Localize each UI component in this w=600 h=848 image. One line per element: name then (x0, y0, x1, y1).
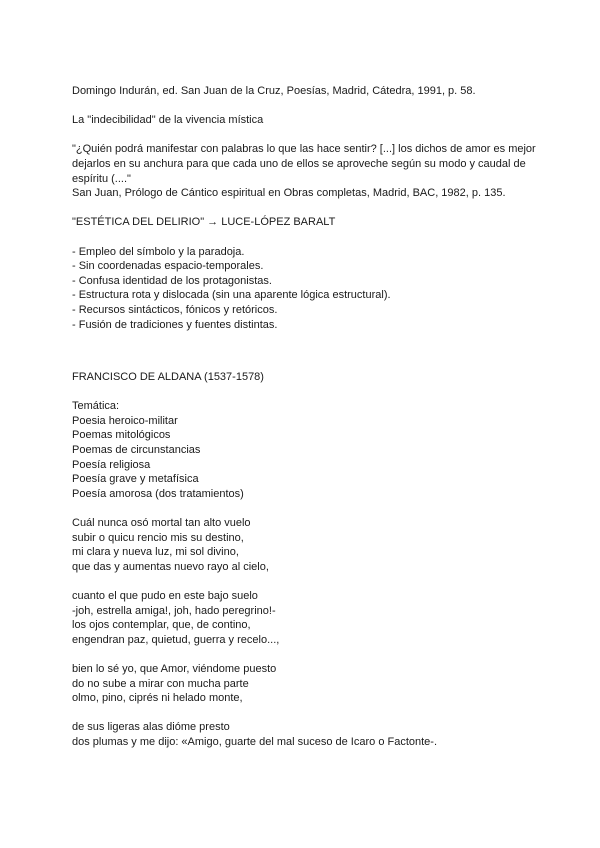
verse-line: dos plumas y me dijo: «Amigo, guarte del mal suceso de Icaro o Factonte-. (72, 735, 438, 748)
list-item: Poemas de circunstancias (72, 444, 201, 457)
verse-line: de sus ligeras alas dióme presto (72, 721, 230, 734)
verse-line: engendran paz, quietud, guerra y recelo..., (72, 633, 280, 646)
poem-stanza (72, 589, 542, 647)
verse-line: -joh, estrella amiga!, joh, hado peregrino!- (72, 604, 276, 617)
verse-line: olmo, pino, ciprés ni helado monte, (72, 692, 243, 705)
citation-top: Domingo Indurán, ed. San Juan de la Cruz, Poesías, Madrid, Cátedra, 1991, p. 58. (72, 85, 476, 97)
verse-line: do no sube a mirar con mucha parte (72, 677, 249, 690)
quote-text: "¿Quién podrá manifestar con palabras lo que las hace sentir? [...] los dichos de amor es mejor dejarlos en su anchura para que cada uno de ellos se aproveche según su modo y caudal de espíritu (...." (72, 143, 536, 185)
list-item: Poesía religiosa (72, 458, 151, 471)
verse-line: mi clara y nueva luz, mi sol divino, (72, 546, 239, 559)
aldana-heading: FRANCISCO DE ALDANA (1537-1578) (72, 371, 264, 384)
list-item: Poesía grave y metafísica (72, 473, 199, 486)
list-item: - Fusión de tradiciones y fuentes distintas. (72, 318, 278, 331)
estetica-list (72, 245, 542, 333)
verse-line: subir o quicu rencio mis su destino, (72, 531, 244, 544)
list-item: - Confusa identidad de los protagonistas. (72, 274, 272, 287)
list-item: - Sin coordenadas espacio-temporales. (72, 260, 264, 273)
list-item: - Recursos sintácticos, fónicos y retóricos. (72, 303, 278, 316)
list-item: - Empleo del símbolo y la paradoja. (72, 245, 245, 258)
list-item: Poesía amorosa (dos tratamientos) (72, 487, 244, 500)
heading-indecibilidad: La "indecibilidad" de la vivencia mística (72, 114, 264, 127)
verse-line: los ojos contemplar, que, de contino, (72, 619, 251, 632)
verse-line: que das y aumentas nuevo rayo al cielo, (72, 560, 269, 573)
tematica-list (72, 414, 542, 502)
poem-stanza (72, 720, 542, 749)
quote-source: San Juan, Prólogo de Cántico espiritual en Obras completas, Madrid, BAC, 1982, p. 135. (72, 187, 506, 200)
list-item: Poemas mitológicos (72, 429, 171, 442)
document-page (72, 84, 542, 750)
list-item: - Estructura rota y dislocada (sin una aparente lógica estructural). (72, 289, 391, 302)
tematica-label: Temática: (72, 400, 120, 413)
list-item: Poesia heroico-militar (72, 414, 178, 427)
poem-stanza (72, 516, 542, 574)
verse-line: cuanto el que pudo en este bajo suelo (72, 590, 258, 602)
poem-stanza (72, 662, 542, 706)
verse-line: bien lo sé yo, que Amor, viéndome puesto (72, 662, 277, 675)
verse-line: Cuál nunca osó mortal tan alto vuelo (72, 517, 251, 530)
estetica-heading: "ESTÉTICA DEL DELIRIO" → LUCE-LÓPEZ BARALT (72, 216, 336, 229)
